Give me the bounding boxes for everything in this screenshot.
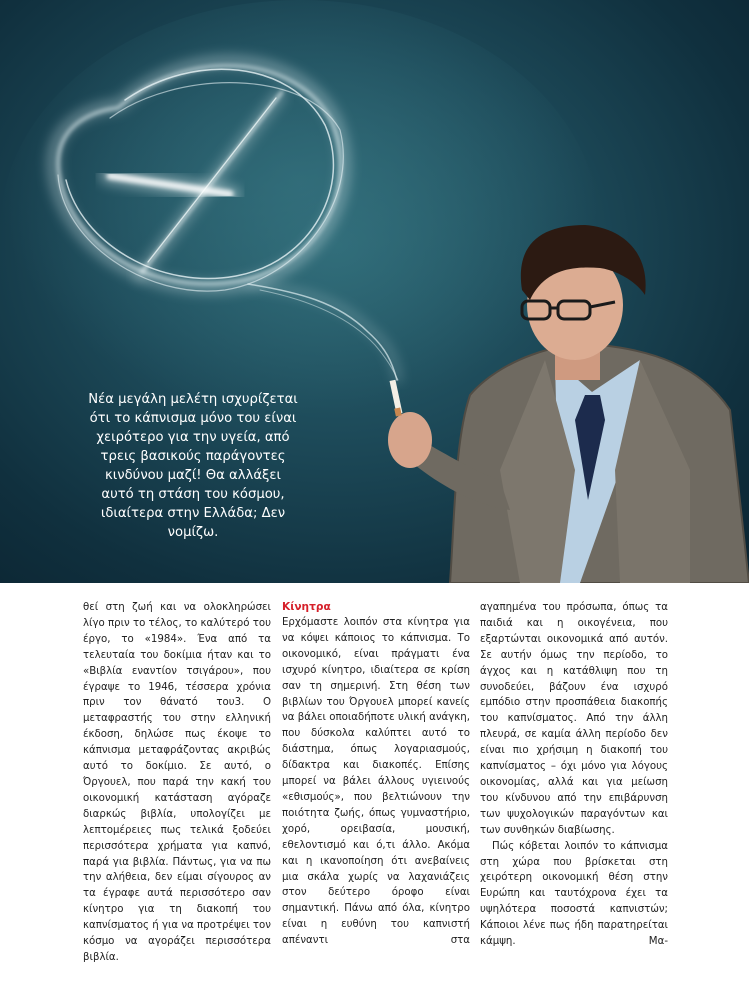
column-1-text: θεί στη ζωή και να ολοκληρώσει λίγο πριν το τέλος, το καλύτερό του έργο, το «1984». Ένα από τα τελευταία του δοκίμια ήταν και το «Βιβλία εναντίον τσιγάρου», που έγραψε το 1946, τέσσερα χρόνια πριν τον θάνατό του3. Ο μεταφραστής του στην ελληνική έκδοση, δηλώσε πως έκοψε το κάπνισμα μεταφράζοντας ακριβώς αυτό το δοκίμιο. Σε αυτό, ο Όργουελ, που παρά την κακή του οικονομική κατάσταση αγόραζε διαρκώς βιβλία, υπολογίζει με λεπτομέρειες πως τελικά ξοδεύει περισσότερα χρήματα για καπνό, παρά για βιβλία. Πάντως, για να πω την αλήθεια, δεν είμαι σίγουρος αν τα έγραφε αυτά περισσότερο σαν κίνητρο για τη διακοπή του καπνίσματος ή για να προτρέψει τον κόσμο να αγοράζει περισσότερα βιβλία.	[83, 602, 272, 963]
article-column-2	[282, 600, 470, 949]
article-column-1	[83, 600, 271, 966]
column-3-paragraph-2: Πώς κόβεται λοιπόν το κάπνισμα στη χώρα που βρίσκεται στη χειρότερη οικονομική θέση στην Ευρώπη και ταυτόχρονα έχει τα υψηλότερα ποσοστά καπνιστών; Κάποιοι λένε πως ήδη παρατηρείται κάμψη. Μα-	[480, 840, 668, 948]
column-3-paragraph-1: αγαπημένα του πρόσωπα, όπως τα παιδιά και η οικογένεια, που εξαρτώνται οικονομικά από αυτόν. Σε αυτήν όμως την περίοδο, το άγχος και η κατάθλιψη που τη συνοδεύει, βάζουν ένα ισχυρό εμπόδιο στην προσπάθεια διακοπής του καπνίσματος. Από την άλλη πλευρά, σε καμία άλλη περίοδο δεν είναι πιο χρήσιμη η διακοπή του καπνίσματος – όχι μόνο για λόγους οικονομίας, αλλά και για μείωση του κίνδυνου από την επιβάρυνση των ψυχολογικών παραγόντων και των συνθηκών διαβίωσης.	[480, 602, 668, 836]
section-subheading: Κίνητρα	[282, 601, 331, 613]
column-2-text: Ερχόμαστε λοιπόν στα κίνητρα για να κόψει κάποιος το κάπνισμα. Το οικονομικό, είναι πράγματι ένα ισχυρό κίνητρο, ιδιαίτερα σε κρίση σαν τη σημερινή. Στη θέση των βιβλίων του Όργουελ μπορεί κανείς να βάλει οποιαδήποτε υλική ανάγκη, που δύσκολα καλύπτει αυτό το διάστημα, όπως λογαριασμούς, δίδακτρα και διακοπές. Επίσης μπορεί να βάλει άλλους υγιεινούς «εθισμούς», που βελτιώνουν την ποιότητα ζωής, όπως γυμναστήριο, χορό, ορειβασία, μουσική, εθελοντισμό και ό,τι άλλο. Ακόμα και η ικανοποίηση ότι ανεβαίνεις μια σκάλα χωρίς να λαχανιάζεις στον δεύτερο όροφο είναι σημαντική. Πάνω από όλα, κίνητρο είναι η ευθύνη του καπνιστή απέναντι στα	[282, 617, 470, 947]
article-column-3	[480, 600, 668, 950]
hero-caption: Νέα μεγάλη μελέτη ισχυρίζεται ότι το κάπνισμα μόνο του είναι χειρότερο για την υγεία, από τρεις βασικούς παράγοντες κινδύνου μαζί! Θα αλλάξει αυτό τη στάση του κόσμου, ιδιαίτερα στην Ελλάδα; Δεν νομίζω.	[88, 392, 298, 540]
